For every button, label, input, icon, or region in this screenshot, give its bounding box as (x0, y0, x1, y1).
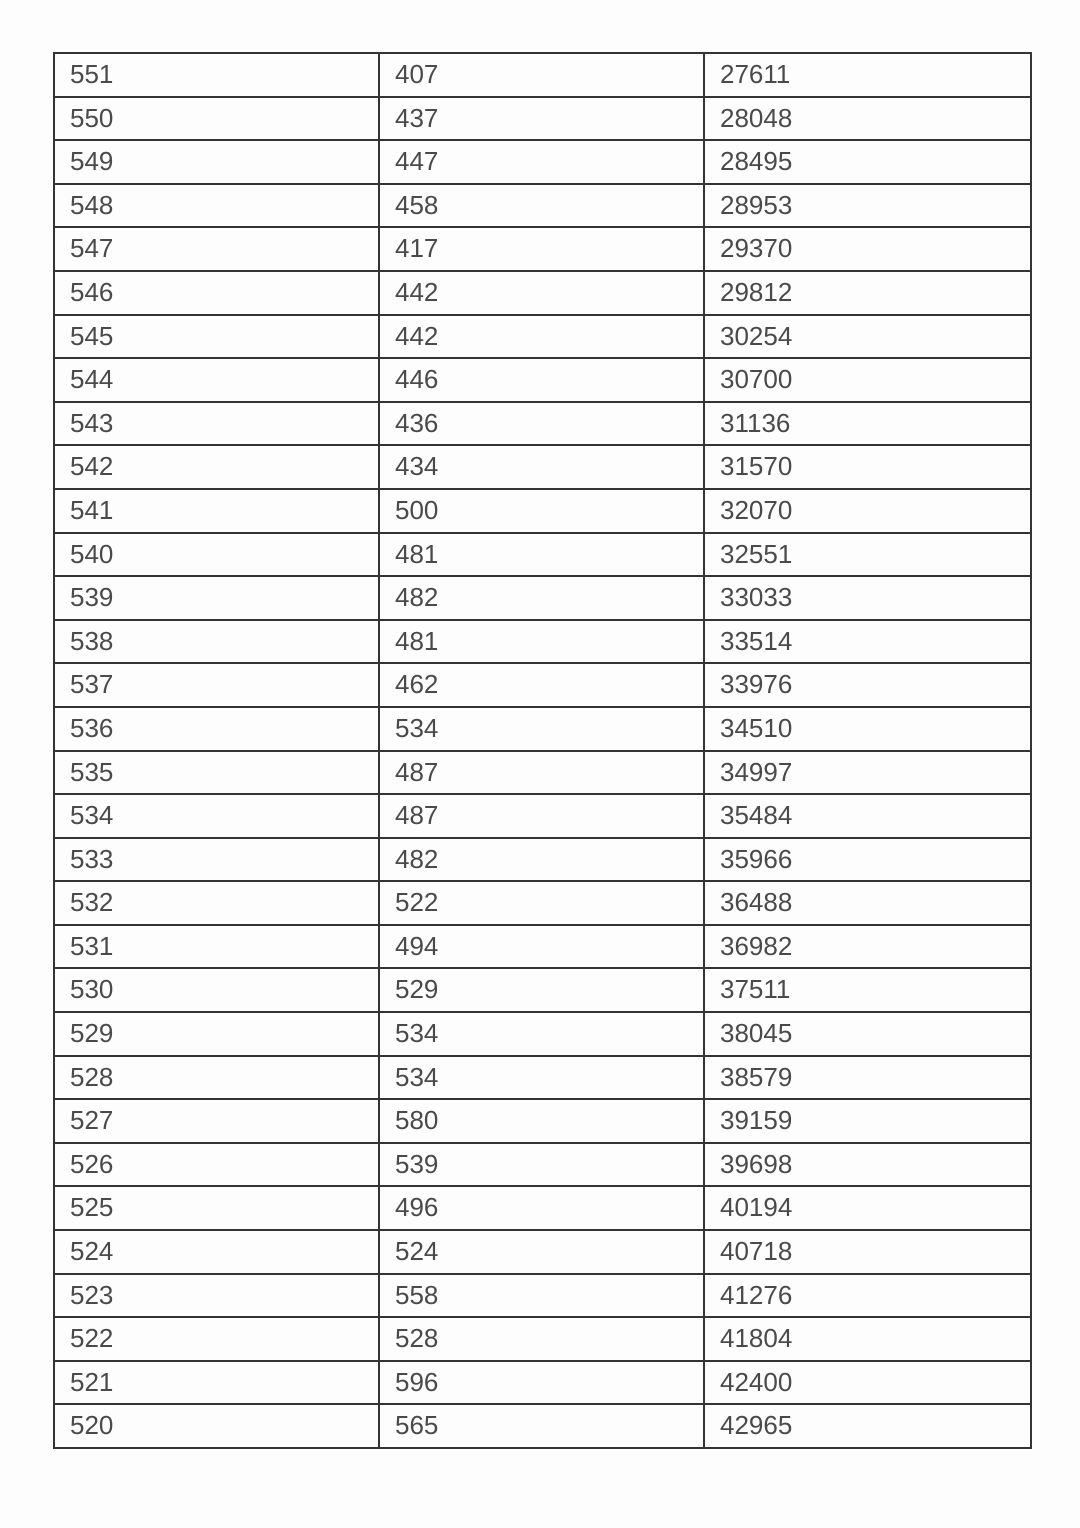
count-cell: 565 (379, 1404, 704, 1448)
table-row (54, 184, 1031, 228)
cumulative-cell: 32070 (704, 489, 1031, 533)
table-row (54, 1404, 1031, 1448)
cumulative-cell: 36982 (704, 925, 1031, 969)
cumulative-cell: 33514 (704, 620, 1031, 664)
cumulative-cell: 35966 (704, 838, 1031, 882)
table-row (54, 445, 1031, 489)
score-cell: 525 (54, 1186, 379, 1230)
table-row (54, 576, 1031, 620)
cumulative-cell: 27611 (704, 53, 1031, 97)
score-cell: 533 (54, 838, 379, 882)
score-cell: 538 (54, 620, 379, 664)
count-cell: 458 (379, 184, 704, 228)
count-cell: 580 (379, 1099, 704, 1143)
score-cell: 527 (54, 1099, 379, 1143)
cumulative-cell: 33033 (704, 576, 1031, 620)
table-row (54, 1099, 1031, 1143)
score-cell: 537 (54, 663, 379, 707)
count-cell: 481 (379, 620, 704, 664)
cumulative-cell: 30254 (704, 315, 1031, 359)
table-row (54, 227, 1031, 271)
table-row (54, 271, 1031, 315)
score-cell: 539 (54, 576, 379, 620)
table-row (54, 707, 1031, 751)
score-cell: 551 (54, 53, 379, 97)
count-cell: 437 (379, 97, 704, 141)
count-cell: 558 (379, 1274, 704, 1318)
cumulative-cell: 39698 (704, 1143, 1031, 1187)
count-cell: 596 (379, 1361, 704, 1405)
cumulative-cell: 42400 (704, 1361, 1031, 1405)
table-row (54, 1012, 1031, 1056)
table-row (54, 1186, 1031, 1230)
table-row (54, 1274, 1031, 1318)
cumulative-cell: 33976 (704, 663, 1031, 707)
score-table (53, 52, 1032, 1449)
count-cell: 434 (379, 445, 704, 489)
score-cell: 528 (54, 1056, 379, 1100)
cumulative-cell: 40194 (704, 1186, 1031, 1230)
cumulative-cell: 34510 (704, 707, 1031, 751)
score-cell: 547 (54, 227, 379, 271)
count-cell: 447 (379, 140, 704, 184)
table-row (54, 315, 1031, 359)
table-row (54, 53, 1031, 97)
score-table-body (54, 53, 1031, 1448)
score-cell: 540 (54, 533, 379, 577)
score-cell: 520 (54, 1404, 379, 1448)
count-cell: 442 (379, 271, 704, 315)
table-row (54, 1056, 1031, 1100)
count-cell: 487 (379, 751, 704, 795)
score-cell: 550 (54, 97, 379, 141)
table-row (54, 358, 1031, 402)
count-cell: 407 (379, 53, 704, 97)
count-cell: 534 (379, 707, 704, 751)
score-cell: 545 (54, 315, 379, 359)
count-cell: 487 (379, 794, 704, 838)
count-cell: 481 (379, 533, 704, 577)
cumulative-cell: 36488 (704, 881, 1031, 925)
cumulative-cell: 34997 (704, 751, 1031, 795)
score-cell: 523 (54, 1274, 379, 1318)
score-cell: 541 (54, 489, 379, 533)
score-cell: 524 (54, 1230, 379, 1274)
cumulative-cell: 35484 (704, 794, 1031, 838)
score-cell: 542 (54, 445, 379, 489)
score-cell: 522 (54, 1317, 379, 1361)
score-cell: 543 (54, 402, 379, 446)
table-row (54, 140, 1031, 184)
cumulative-cell: 38045 (704, 1012, 1031, 1056)
cumulative-cell: 41276 (704, 1274, 1031, 1318)
table-row (54, 1230, 1031, 1274)
score-cell: 546 (54, 271, 379, 315)
cumulative-cell: 29370 (704, 227, 1031, 271)
table-row (54, 533, 1031, 577)
count-cell: 462 (379, 663, 704, 707)
table-row (54, 751, 1031, 795)
table-row (54, 838, 1031, 882)
score-cell: 535 (54, 751, 379, 795)
score-table-container (53, 52, 1032, 1449)
count-cell: 496 (379, 1186, 704, 1230)
count-cell: 522 (379, 881, 704, 925)
cumulative-cell: 30700 (704, 358, 1031, 402)
score-cell: 526 (54, 1143, 379, 1187)
count-cell: 442 (379, 315, 704, 359)
score-cell: 548 (54, 184, 379, 228)
cumulative-cell: 31136 (704, 402, 1031, 446)
cumulative-cell: 31570 (704, 445, 1031, 489)
cumulative-cell: 28048 (704, 97, 1031, 141)
cumulative-cell: 41804 (704, 1317, 1031, 1361)
table-row (54, 881, 1031, 925)
table-row (54, 1143, 1031, 1187)
table-row (54, 663, 1031, 707)
count-cell: 534 (379, 1056, 704, 1100)
table-row (54, 97, 1031, 141)
count-cell: 500 (379, 489, 704, 533)
cumulative-cell: 39159 (704, 1099, 1031, 1143)
score-cell: 544 (54, 358, 379, 402)
table-row (54, 1317, 1031, 1361)
table-row (54, 1361, 1031, 1405)
count-cell: 529 (379, 968, 704, 1012)
cumulative-cell: 29812 (704, 271, 1031, 315)
score-cell: 536 (54, 707, 379, 751)
cumulative-cell: 32551 (704, 533, 1031, 577)
count-cell: 417 (379, 227, 704, 271)
cumulative-cell: 38579 (704, 1056, 1031, 1100)
score-cell: 549 (54, 140, 379, 184)
count-cell: 539 (379, 1143, 704, 1187)
cumulative-cell: 42965 (704, 1404, 1031, 1448)
count-cell: 534 (379, 1012, 704, 1056)
score-cell: 529 (54, 1012, 379, 1056)
cumulative-cell: 40718 (704, 1230, 1031, 1274)
table-row (54, 489, 1031, 533)
count-cell: 436 (379, 402, 704, 446)
score-cell: 532 (54, 881, 379, 925)
score-cell: 531 (54, 925, 379, 969)
table-row (54, 402, 1031, 446)
cumulative-cell: 37511 (704, 968, 1031, 1012)
score-cell: 521 (54, 1361, 379, 1405)
cumulative-cell: 28953 (704, 184, 1031, 228)
table-row (54, 794, 1031, 838)
count-cell: 482 (379, 576, 704, 620)
count-cell: 482 (379, 838, 704, 882)
table-row (54, 925, 1031, 969)
count-cell: 446 (379, 358, 704, 402)
table-row (54, 968, 1031, 1012)
cumulative-cell: 28495 (704, 140, 1031, 184)
count-cell: 524 (379, 1230, 704, 1274)
score-cell: 530 (54, 968, 379, 1012)
table-row (54, 620, 1031, 664)
count-cell: 494 (379, 925, 704, 969)
count-cell: 528 (379, 1317, 704, 1361)
score-cell: 534 (54, 794, 379, 838)
